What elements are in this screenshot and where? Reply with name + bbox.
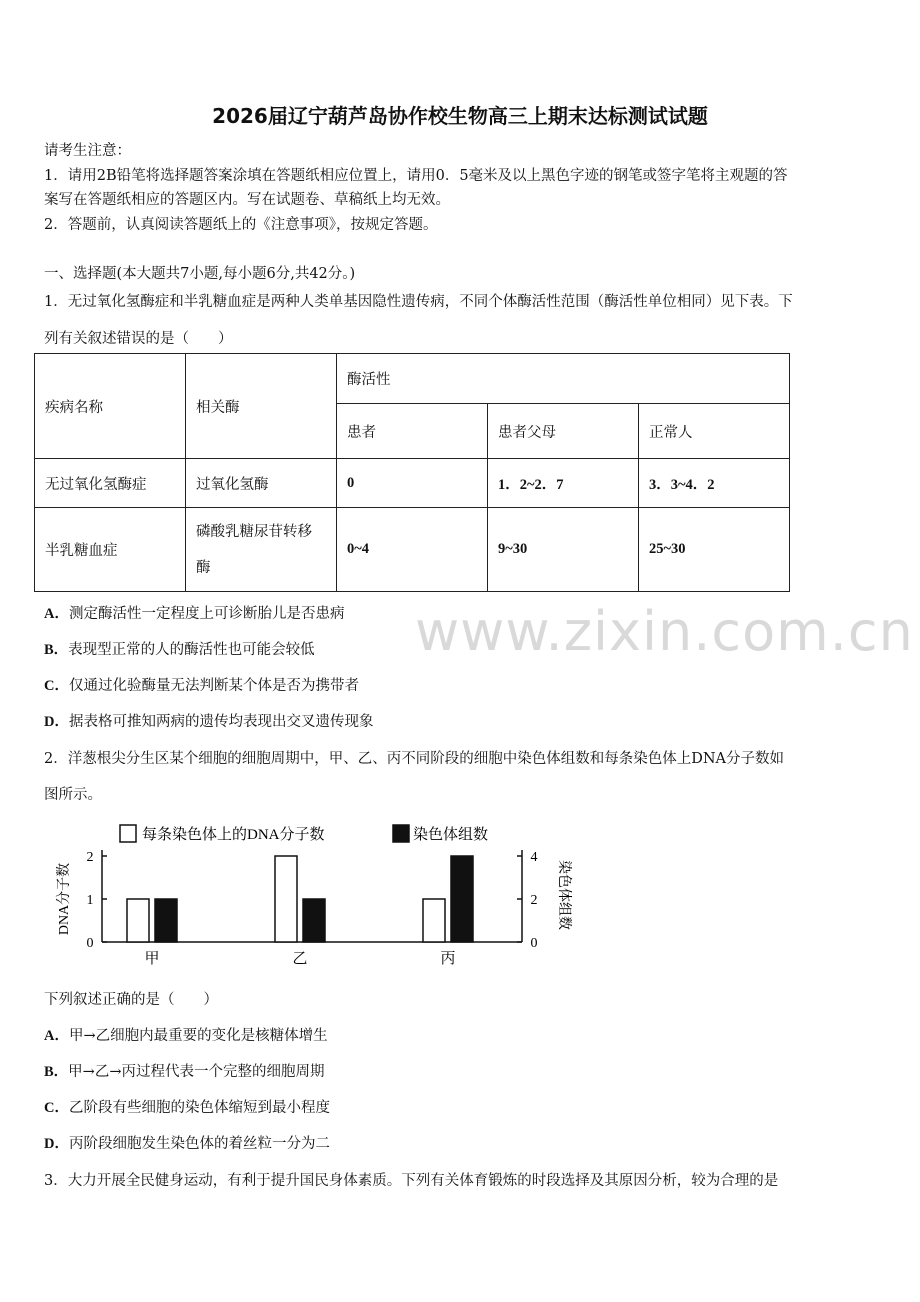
bar-dna-1	[275, 856, 297, 942]
legend-swatch-chromosome-set	[393, 825, 409, 842]
header-disease: 疾病名称	[35, 354, 186, 459]
q2-after-text: 下列叙述正确的是（ ）	[44, 992, 218, 1008]
bar-chromosome-set-2	[451, 856, 473, 942]
notice-line-1b: 案写在答题纸相应的答题区内。写在试题卷、草稿纸上均无效。	[44, 192, 450, 208]
chart-legend	[120, 825, 488, 843]
q3-stem: 3．大力开展全民健身运动，有利于提升国民身体素质。下列有关体育锻炼的时段选择及其原因分析，较为合理的是	[44, 1173, 779, 1189]
q2-stem-a: 2．洋葱根尖分生区某个细胞的细胞周期中，甲、乙、丙不同阶段的细胞中染色体组数和每条染色体上DNA分子数如	[44, 751, 785, 767]
header-parents: 患者父母	[488, 404, 639, 459]
category-label: 乙	[292, 951, 308, 967]
right-tick-label: 0	[530, 936, 538, 951]
q2-option-d-letter: D．	[44, 1136, 69, 1152]
page-title: 2026届辽宁葫芦岛协作校生物高三上期末达标测试试题	[212, 104, 708, 128]
row1-parents: 1．2~2．7	[488, 459, 639, 508]
right-axis-title: 染色体组数	[556, 860, 571, 930]
row1-disease: 无过氧化氢酶症	[35, 459, 186, 508]
row2-parents: 9~30	[488, 508, 639, 592]
section-heading: 一、选择题(本大题共7小题,每小题6分,共42分。)	[44, 266, 356, 282]
row2-normal: 25~30	[639, 508, 790, 592]
q2-option-a-letter: A．	[44, 1028, 69, 1044]
q1-option-d-letter: D．	[44, 714, 69, 730]
notice-heading: 请考生注意：	[44, 143, 131, 159]
q1-option-a[interactable]	[44, 602, 344, 623]
notice-line-2: 2．答题前，认真阅读答题纸上的《注意事项》，按规定答题。	[44, 217, 438, 233]
left-tick-label: 2	[86, 850, 94, 865]
row2-patient: 0~4	[337, 508, 488, 592]
q1-stem-b: 列有关叙述错误的是（ ）	[44, 331, 233, 347]
q1-stem-a: 1．无过氧化氢酶症和半乳糖血症是两种人类单基因隐性遗传病，不同个体酶活性范围（酶活性单位相同）见下表。下	[44, 294, 793, 310]
row1-enzyme: 过氧化氢酶	[186, 459, 337, 508]
header-normal: 正常人	[639, 404, 790, 459]
legend-label-dna: 每条染色体上的DNA分子数	[142, 827, 325, 843]
q1-option-a-text: 测定酶活性一定程度上可诊断胎儿是否患病	[68, 606, 345, 622]
q1-option-d-text: 据表格可推知两病的遗传均表现出交叉遗传现象	[68, 714, 374, 730]
q2-option-b-letter: B．	[44, 1064, 69, 1080]
q1-option-b-letter: B．	[44, 642, 69, 658]
q1-option-c-letter: C．	[44, 678, 69, 694]
q1-option-b-text: 表现型正常的人的酶活性也可能会较低	[68, 642, 315, 658]
bar-dna-0	[127, 899, 149, 942]
q2-option-a-text: 甲→乙细胞内最重要的变化是核糖体增生	[68, 1028, 328, 1044]
q2-option-b[interactable]	[44, 1060, 324, 1081]
q2-option-c-text: 乙阶段有些细胞的染色体缩短到最小程度	[68, 1100, 330, 1116]
row2-enzyme	[186, 508, 337, 592]
left-tick-label: 1	[86, 893, 94, 908]
header-enzyme: 相关酶	[186, 354, 337, 459]
q2-option-a[interactable]	[44, 1024, 328, 1045]
bar-chromosome-set-0	[155, 899, 177, 942]
right-tick-label: 2	[530, 893, 538, 908]
q1-option-a-letter: A．	[44, 606, 69, 622]
bar-chromosome-set-1	[303, 899, 325, 942]
legend-label-chromosome-set: 染色体组数	[413, 827, 489, 843]
q1-option-c[interactable]	[44, 674, 359, 695]
watermark: www.zixin.com.cn	[415, 600, 914, 663]
bar-dna-2	[423, 899, 445, 942]
row2-disease: 半乳糖血症	[35, 508, 186, 592]
q2-option-d-text: 丙阶段细胞发生染色体的着丝粒一分为二	[68, 1136, 330, 1152]
row1-normal: 3．3~4．2	[639, 459, 790, 508]
q1-option-b[interactable]	[44, 638, 315, 659]
q1-option-d[interactable]	[44, 710, 373, 731]
legend-swatch-dna	[120, 825, 136, 842]
left-tick-label: 0	[86, 936, 94, 951]
right-tick-label: 4	[530, 850, 538, 865]
category-label: 丙	[440, 951, 456, 967]
left-axis-title: DNA分子数	[57, 862, 72, 936]
q2-option-b-text: 甲→乙→丙过程代表一个完整的细胞周期	[68, 1064, 325, 1080]
chart-bars	[127, 856, 473, 942]
q2-stem-b: 图所示。	[44, 787, 102, 803]
enzyme-activity-table	[34, 353, 790, 592]
q2-option-d[interactable]	[44, 1132, 330, 1153]
header-activity: 酶活性	[337, 354, 790, 404]
row2-enzyme-line1: 磷酸乳糖尿苷转移	[196, 523, 312, 540]
category-label: 甲	[144, 951, 160, 967]
row1-patient: 0	[337, 459, 488, 508]
q2-option-c-letter: C．	[44, 1100, 69, 1116]
q1-option-c-text: 仅通过化验酶量无法判断某个体是否为携带者	[68, 678, 359, 694]
chromosome-dna-bar-chart	[40, 818, 580, 970]
row2-enzyme-line2: 酶	[196, 559, 211, 576]
header-patient: 患者	[337, 404, 488, 459]
notice-line-1a: 1．请用2B铅笔将选择题答案涂填在答题纸相应位置上，请用0．5毫米及以上黑色字迹的钢笔或签字笔将主观题的答	[44, 168, 788, 184]
q2-option-c[interactable]	[44, 1096, 330, 1117]
